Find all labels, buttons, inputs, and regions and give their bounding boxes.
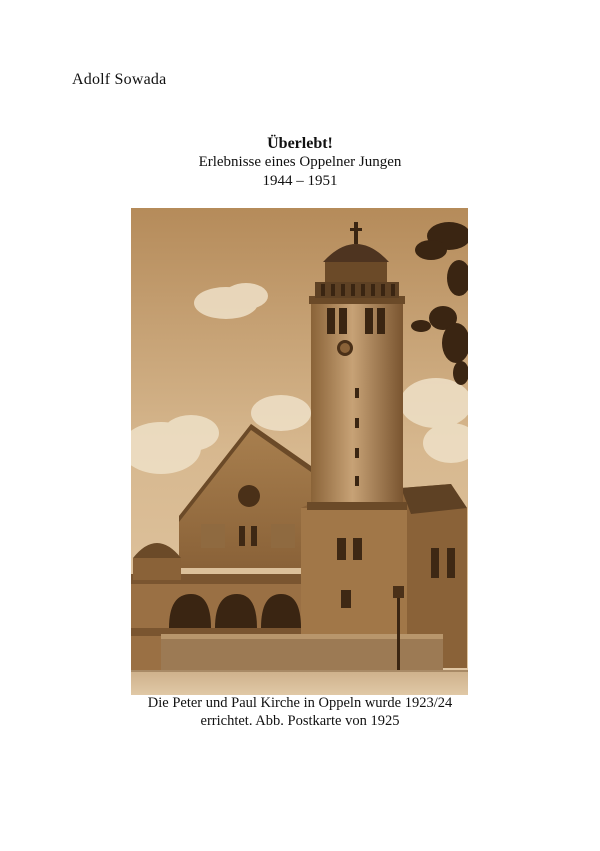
author-name: Adolf Sowada bbox=[72, 71, 167, 88]
church-postcard-photo bbox=[131, 208, 468, 695]
caption-line-2: errichtet. Abb. Postkarte von 1925 bbox=[200, 713, 400, 729]
book-title: Überlebt! bbox=[267, 135, 333, 152]
caption-line-1: Die Peter und Paul Kirche in Oppeln wurde 1923/24 bbox=[147, 695, 453, 711]
church-illustration bbox=[131, 208, 468, 695]
title-block bbox=[0, 134, 600, 191]
street bbox=[131, 670, 468, 695]
book-years: 1944 – 1951 bbox=[262, 173, 338, 189]
front-wall bbox=[161, 636, 443, 672]
arcade-arches bbox=[169, 594, 301, 628]
book-subtitle: Erlebnisse eines Oppelner Jungen bbox=[198, 154, 402, 170]
photo-caption bbox=[0, 694, 600, 730]
